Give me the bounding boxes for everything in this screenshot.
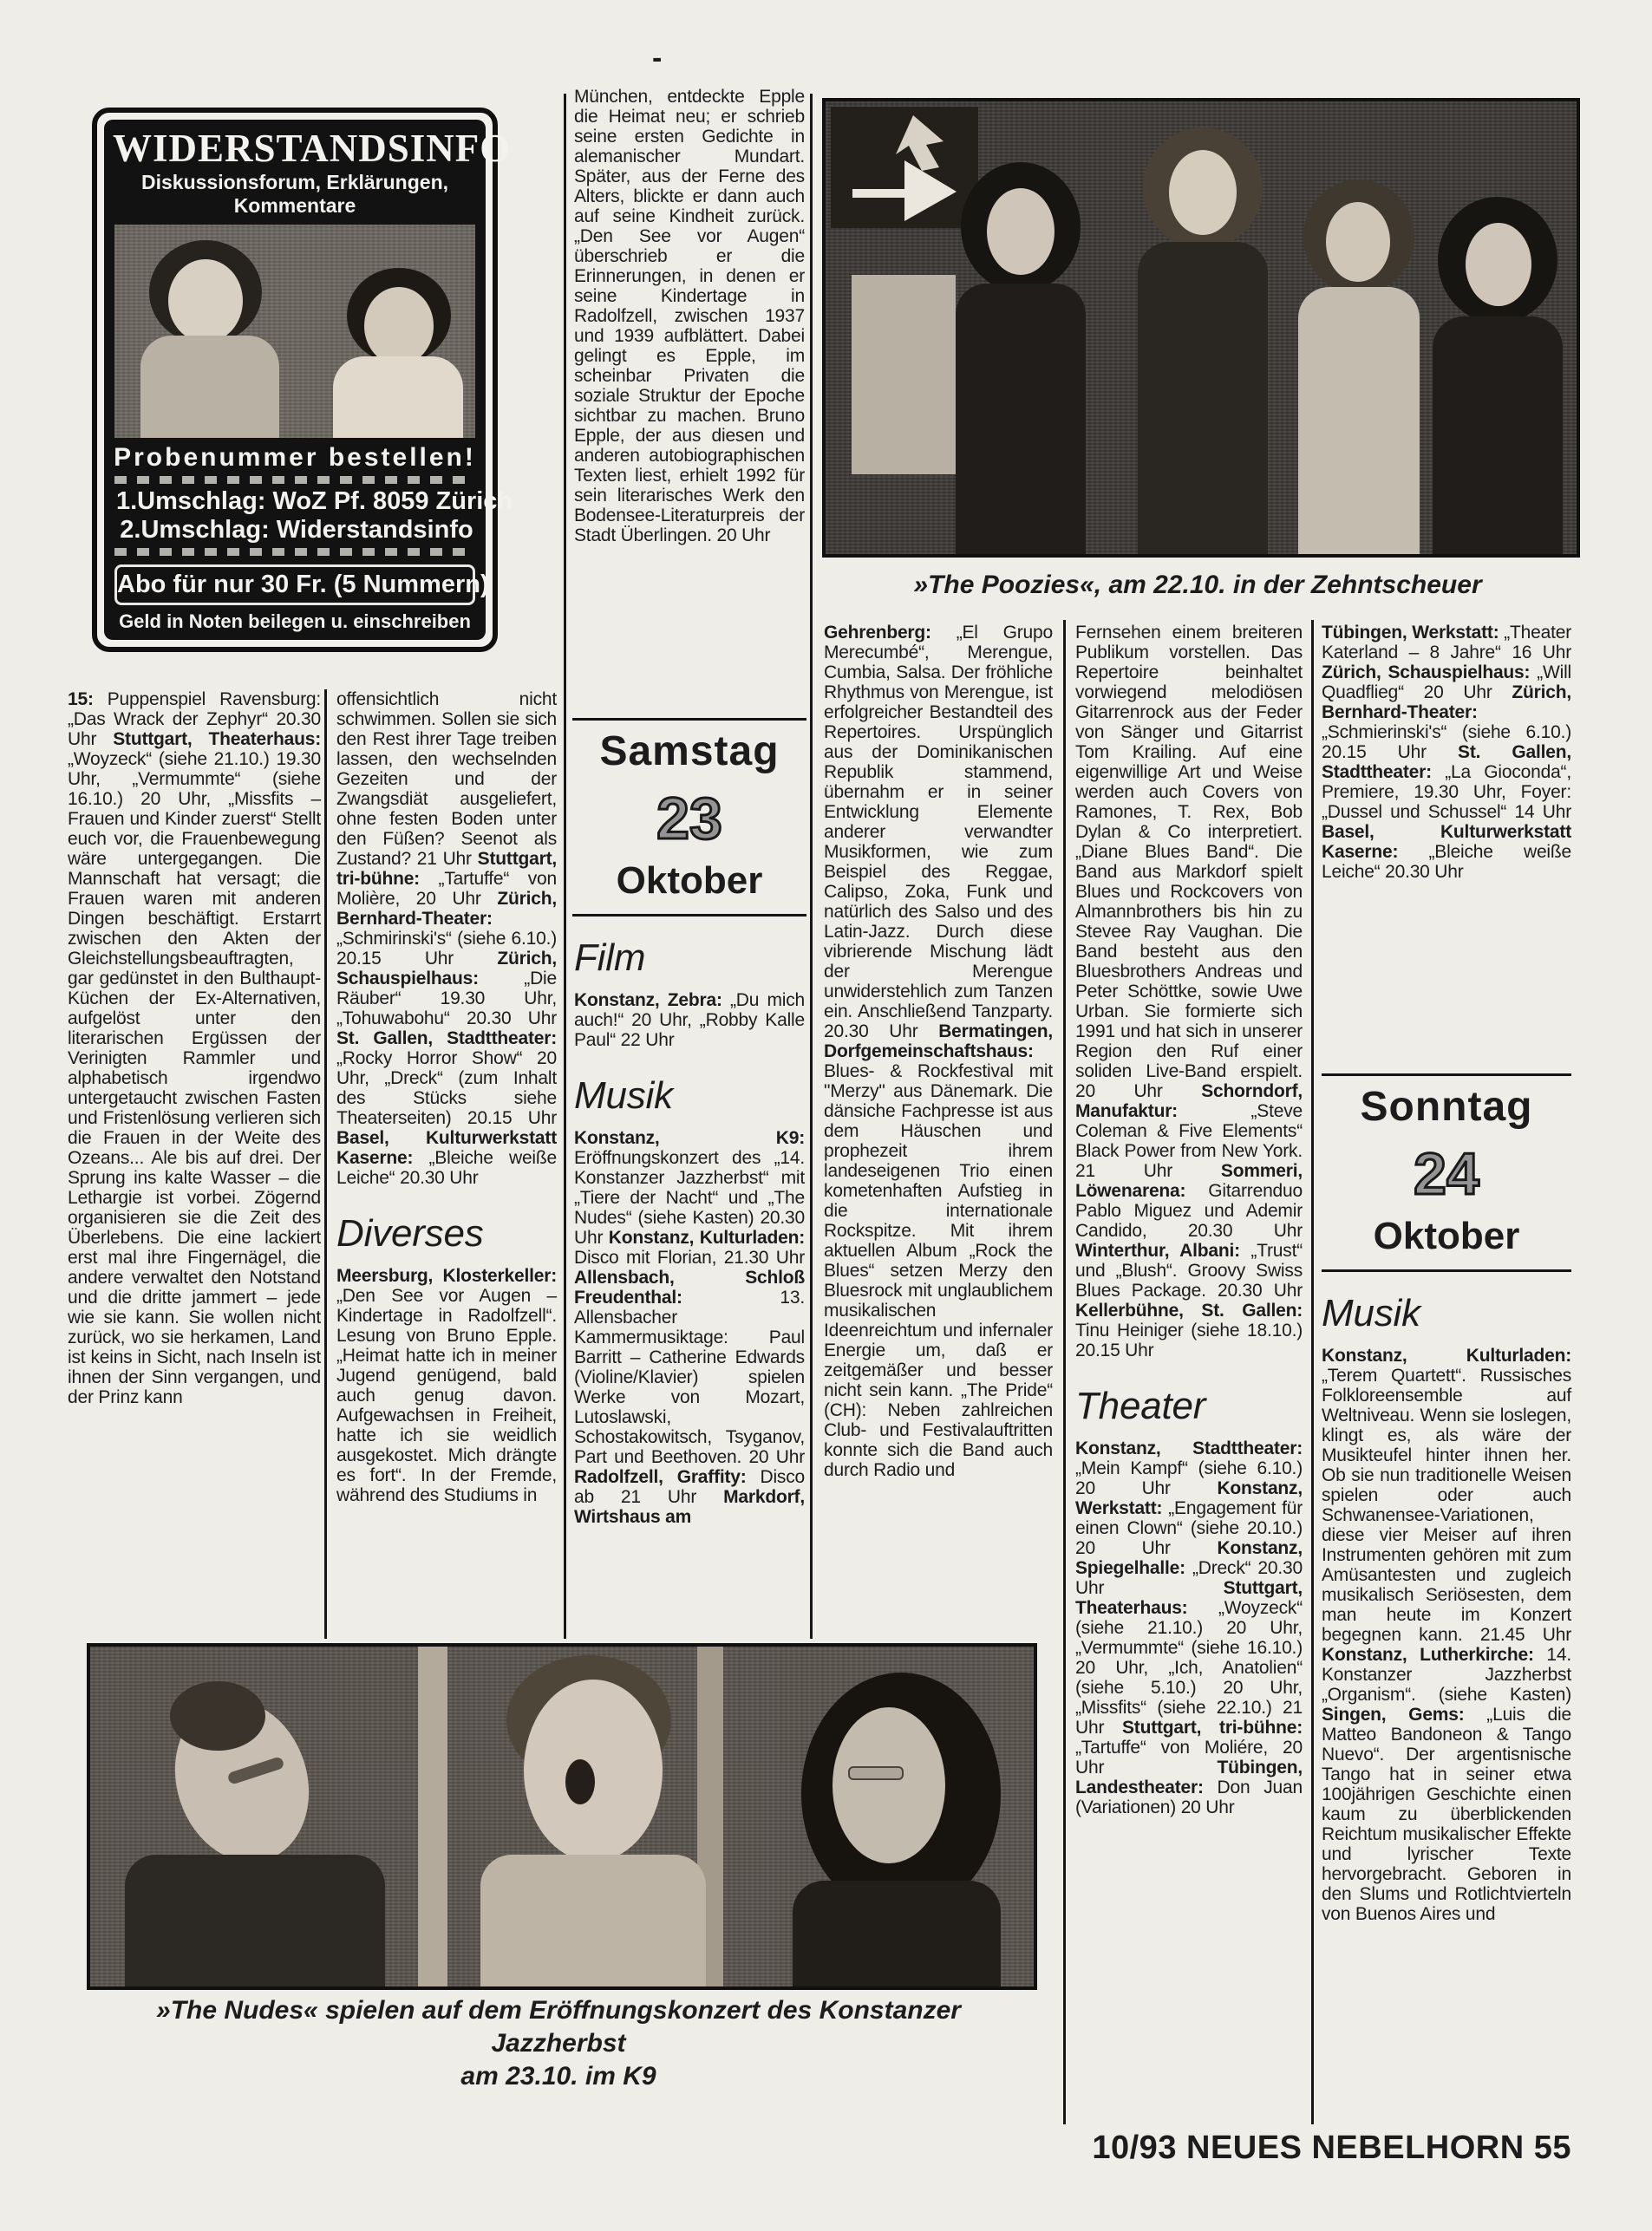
listing-text: „Du mich auch!“ 20 Uhr, „Robby Kalle Paul“ 22 Uhr [574,990,805,1051]
column-6-top [1322,623,1571,1065]
section-header: Diverses [336,1212,484,1255]
listing-text: „Woyzeck“ (siehe 21.10.) 20 Uhr, „Vermummte“ (siehe 16.10.) 20 Uhr, „Ich, Anatolien“ (siehe 5.10.) 20 Uhr, „Missfits“ (siehe 22.10.) 21 Uhr [1075,1598,1303,1738]
venue-label: Konstanz, Zebra: [574,990,722,1011]
nudes-caption-line1: »The Nudes« spielen auf dem Eröffnungskonzert des Konstanzer Jazzherbst [156,1996,961,2058]
venue-label: Zürich, Schauspielhaus: [336,949,557,988]
venue-label: Konstanz, Kulturladen: [1322,1346,1571,1367]
light-bar [418,1647,447,1986]
listing-text: Tinu Heiniger (siehe 18.10.) 20.15 Uhr [1075,1321,1303,1360]
figure-silhouette [333,356,463,437]
venue-label: Konstanz, Stadttheater: [1075,1438,1303,1459]
body-silhouette [1298,287,1420,558]
poozies-photo [822,98,1580,558]
listing-text: „Die Räuber“ 19.30 Uhr, „Tohuwabohu“ 20.30 Uhr [336,969,557,1028]
listing-text: „Bleiche weiße Leiche“ 20.30 Uhr [1322,842,1571,882]
column-1 [68,689,321,1643]
venue-label: Konstanz, Lutherkirche: [1322,1645,1534,1666]
venue-label: Zürich, Bernhard-Theater: [1322,682,1571,722]
body-silhouette [1138,242,1268,558]
listing-text: 13. Allensbacher Kammermusiktage: Paul Barritt – Catherine Edwards (Violine/Klavier) spielen Werke von Mozart, Lutoslawski, Schostakowitsch, Tsyganov, Part und Beethoven. 20 Uhr [574,1288,805,1468]
venue-label: Markdorf, Wirtshaus am [574,1487,805,1528]
ad-children-photo [114,225,475,437]
page-footer: 10/93 NEUES NEBELHORN 55 [1092,2130,1571,2166]
ad-title: WIDERSTANDSINFO [113,127,512,170]
section-header: Film [574,936,646,979]
body-silhouette [956,284,1086,558]
venue-label: St. Gallen, Stadttheater: [1322,742,1571,782]
section-header: Theater [1075,1385,1206,1427]
band-member-silhouette [956,162,1086,558]
venue-label: Singen, Gems: [1322,1705,1465,1725]
listing-text: „Woyzeck“ (siehe 21.10.) 19.30 Uhr, „Vermummte“ (siehe 16.10.) 20 Uhr, „Missfits – Frauen und Kinder zuerst“ Stellt euch vor, die Frauenbewegung wäre untergegangen. Die Mannschaft hat versagt; die Frauen waren mit anderen Dingen beschäftigt. Erstarrt zwischen den Akten der Gleichstellungsbeauftragten, gar gedünstet in den Bulthaupt-Küchen der Ex-Alternativen, aufgelöst unter den literarischen Ergüssen der Verinigten Rammler und alphabetisch irgendwo untergetaucht zwischen Fasten und Fristenlösung verlieren sich die Frauen in der Weite des Ozeans... Ale bis auf drei. Der Sprung ins kalte Wasser – die Lethargie ist vorbei. Zögernd organisieren sie die Zeit des Überlebens. Die eine lackiert erst mal ihre Fingernägel, die andere verwaltet den Notstand und die dritte jammert – jede wie sie kann. Sie wollen nicht zurück, wo sie herkamen, Land ist keins in Sicht, nach Inseln ist ihnen der Sinn vergangen, und der Prinz kann [68,749,321,1407]
venue-label: Winterthur, Albani: [1075,1241,1240,1261]
body-silhouette [793,1881,1001,1986]
singer-silhouette [463,1655,723,1986]
listing-text: „Luis die Matteo Bandoneon & Tango Nuevo“. Der argentisnische Tango hat in seiner etwa 100jährigen Geschichte einen kaum zu überblickenden Reichtum musikalischer Effekte und lyrischer Texte hervorgebracht. Geboren in den Slums und Rotlichtvierteln von Buenos Aires und [1322,1705,1571,1925]
figure-silhouette [364,287,434,365]
wall-poster [852,275,956,474]
venue-label: Konstanz, K9: [574,1128,805,1149]
venue-label: Basel, Kulturwerkstatt Kaserne: [1322,822,1571,862]
nudes-caption-line2: am 23.10. im K9 [460,2062,656,2091]
listing-text: „Steve Coleman & Five Elements“ Black Power from New York. 21 Uhr [1075,1101,1303,1181]
day-number: 23 [656,785,722,851]
band-member-silhouette [1298,179,1420,558]
listing-text: Disco mit Florian, 21.30 Uhr [574,1248,805,1269]
venue-label: Tübingen, Werkstatt: [1322,623,1499,643]
face-silhouette [987,188,1055,275]
face-silhouette [1466,223,1531,306]
venue-label: Stuttgart, Theaterhaus: [113,729,321,749]
venue-label: Gehrenberg: [824,623,931,643]
listing-text: Gitarrenduo Pablo Miguez und Ademir Candido, 20.30 Uhr [1075,1181,1303,1241]
band-member-silhouette [1138,127,1268,558]
venue-label: Sommeri, Löwenarena: [1075,1161,1303,1201]
listing-text: „Schmirinski's“ (siehe 6.10.) 20.15 Uhr [336,929,557,969]
venue-label: 15: [68,689,94,709]
day-number: 24 [1414,1140,1479,1207]
ad-note-line: Geld in Noten beilegen u. einschreiben [119,610,471,632]
hair-silhouette [170,1681,265,1751]
venue-label: Basel, Kulturwerkstatt Kaserne: [336,1128,557,1168]
ad-inner [104,120,513,640]
venue-label: Zürich, Schauspielhaus: [1322,662,1531,682]
body-silhouette [480,1855,706,1986]
listing-text: „Trust“ und „Blush“. Groovy Swiss Blues Package. 20.30 Uhr [1075,1241,1303,1301]
venue-label: St. Gallen, Stadttheater: [336,1028,557,1048]
column-2 [336,689,557,1643]
column-rule [324,689,327,1639]
venue-label: Bermatingen, Dorfgemeinschaftshaus: [824,1021,1053,1061]
listing-text: offensichtlich nicht schwimmen. Sollen sie sich den Rest ihrer Tage treiben lassen, den wechselnden Gezeiten und der Zwangsdiät ausgeliefert, ohne festen Boden unter den Füßen? Seenot als Zustand? 21 Uhr [336,689,557,869]
listing-text: „Dreck“ 20.30 Uhr [1075,1558,1303,1599]
ad-address-line1: 1.Umschlag: WoZ Pf. 8059 Zürich [116,486,513,515]
ad-stripe [114,548,475,556]
listing-text: Don Juan (Variationen) 20 Uhr [1075,1778,1303,1818]
listing-text: 14. Konstanzer Jazzherbst „Organism“. (siehe Kasten) [1322,1645,1571,1706]
day-month: Oktober [616,858,763,902]
column-rule [1311,620,1314,2124]
listing-text: „Schmierinski's“ (siehe 6.10.) 20.15 Uhr [1322,722,1571,762]
day-name: Sonntag [1360,1084,1533,1130]
venue-label: Konstanz, Kulturladen: [608,1228,806,1249]
body-silhouette [125,1855,385,1986]
venue-label: Zürich, Bernhard-Theater: [336,889,557,929]
venue-label: Meersburg, Klosterkeller: [336,1266,557,1287]
venue-label: Schorndorf, Manufaktur: [1075,1081,1303,1121]
listing-text: München, entdeckte Epple die Heimat neu; er schrieb seine ersten Gedichte in alemanischer Mundart. Später, aus der Ferne des Alters, blickte er dann auch auf seine Kindheit zurück. „Den See vor Augen“ überschrieb er die Erinnerungen, in denen er seine Kindertage in Radolfzell, zwischen 1937 und 1939 aufblättert. Dabei gelingt es Epple, im scheinbar Privaten die soziale Struktur der Epoche sichtbar zu machen. Bruno Epple, der aus diesen und anderen autobiographischen Texten liest, erhielt 1992 für sein literarisches Werk den Bodensee-Literaturpreis der Stadt Überlingen. 20 Uhr [574,87,805,545]
figure-silhouette [168,259,243,342]
listing-text: „Tartuffe“ von Moliére, 20 Uhr [1075,1738,1303,1778]
ad-order-line: Probenummer bestellen! [114,442,476,472]
venue-label: Konstanz, Werkstatt: [1075,1478,1303,1519]
listing-text: Puppenspiel Ravensburg: „Das Wrack der Zephyr“ 20.30 Uhr [68,689,321,749]
figure-silhouette [140,336,279,437]
band-member-silhouette [1433,197,1563,558]
column-5 [1075,623,1303,2131]
day-name: Samstag [599,728,780,774]
day-month: Oktober [1373,1214,1520,1257]
poozies-caption: »The Poozies«, am 22.10. in der Zehntscheuer [913,571,1482,599]
venue-label: Tübingen, Landestheater: [1075,1758,1303,1798]
column-3-bottom [574,912,805,1641]
listing-text: „Terem Quartett“. Russisches Folkloreensemble auf Weltniveau. Wenn sie loslegen, klingt es, als wäre der Musikteufel hinter ihnen her. Ob sie nun traditionelle Weisen spielen oder auch Schwanensee-Variationen, diese vier Meiser auf ihren Instrumenten gehören mit zum Amüsantesten und zugleich musikalisch Seriösesten, dem man heute im Konzert begegnen kann. 21.45 Uhr [1322,1366,1571,1646]
musician-silhouette [125,1681,385,1986]
listing-text: „Tartuffe“ von Molière, 20 Uhr [336,869,557,909]
listing-text: „Mein Kampf“ (siehe 6.10.) 20 Uhr [1075,1458,1303,1499]
musician-silhouette [775,1673,1018,1986]
listing-text: „Den See vor Augen – Kindertage in Radolfzell“. Lesung von Bruno Epple. „Heimat hatte ich in meiner Jugend genügend, bald auch genug davon. Aufgewachsen in Freiheit, hatte ich sie weidlich ausgekostet. Mich drängte es fort“. In der Fremde, während des Studiums in [336,1286,557,1506]
listing-text: Blues- & Rockfestival mit "Merzy" aus Dänemark. Die dänsiche Fachpresse ist aus dem Häuschen und prophezeit ihrem landeseigenen Trio einen kometenhaften Aufstieg in die internationale Rockspitze. Mit ihrem aktuellen Album „Rock the Blues“ setzen Merzy den Bluesrock mit unglaublichem musikalischen Ideenreichtum und infernaler Energie um, daß er zeitgemäßer und besser nicht sein kann. „The Pride“ (CH): Neben zahlreichen Club- und Festivalauftritten konnte sich die Band auch durch Radio und [824,1061,1053,1480]
day-header-sunday [1322,1073,1571,1272]
column-rule [564,94,566,1639]
ad-abo-line: Abo für nur 30 Fr. (5 Nummern) [114,564,475,605]
venue-label: Stuttgart, Theaterhaus: [1075,1578,1303,1619]
listing-text: Disco ab 21 Uhr [574,1467,805,1508]
listing-text: Fernsehen einem breiteren Publikum vorstellen. Das Repertoire beinhaltet vorwiegend melodiösen Gitarrenrock aus der Feder von Sänger und Gitarrist Tom Krailing. Auf eine eigenwillige Art und Weise werden auch Covers von Ramones, T. Rex, Bob Dylan & Co interpretiert. „Diane Blues Band“. Die Band aus Markdorf spielt Blues und Rockcovers von Almannbrothers bis hin zu Stevee Ray Vaughan. Die Band besteht aus den Bluesbrothers Andreas und Peter Schöttke, sowie Uwe Urban. Sie formierte sich 1991 und hat sich in unserer Region den Ruf einer soliden Live-Band erspielt. 20 Uhr [1075,623,1303,1101]
ad-stripe [114,476,475,484]
section-header: Musik [574,1074,673,1118]
ad-address-line2: 2.Umschlag: Widerstandsinfo [120,515,473,544]
column-3-top [574,87,805,668]
column-rule [810,94,813,1639]
listing-text: „La Gioconda“, Premiere, 19.30 Uhr, Foyer: „Dussel und Schussel“ 14 Uhr [1322,762,1571,822]
page-mark: - [652,42,663,75]
nudes-photo [87,1643,1037,1990]
listing-text: „Will Quadflieg“ 20 Uhr [1322,662,1572,702]
face-silhouette [1326,202,1390,282]
listing-text: „El Grupo Merecumbé“, Merengue, Cumbia, Salsa. Der fröhliche Rhythmus von Merengue, ist erfolgreicher Bestandteil des Repertoires. Urspünglich aus der Dominikanischen Republik stammend, übernahm er in seiner Entwicklung Elemente anderer verwandter Musikformen, wie zum Beispiel des Reggae, Calipso, Zoka, Funk und natürlich des Salso und des Latin-Jazz. Durch diese vibrierende Mischung lädt der Merengue unwiderstehlich zum Tanzen ein. Anschließend Tanzparty. 20.30 Uhr [824,623,1053,1041]
face-silhouette [1169,150,1237,235]
column-rule [1063,620,1066,2124]
venue-label: Kellerbühne, St. Gallen: [1075,1301,1303,1321]
venue-label: Konstanz, Spiegelhalle: [1075,1538,1303,1579]
open-mouth [565,1759,595,1804]
venue-label: Stuttgart, tri-bühne: [1121,1718,1303,1738]
listing-text: Eröffnungskonzert des „14. Konstanzer Jazzherbst“ mit „Tiere der Nacht“ und „The Nudes“ (siehe Kasten) 20.30 Uhr [574,1148,805,1249]
face-silhouette [833,1707,945,1863]
body-silhouette [1433,316,1563,558]
venue-label: Allensbach, Schloß Freudenthal: [574,1268,805,1308]
widerstandsinfo-ad [92,108,513,652]
venue-label: Stuttgart, tri-bühne: [336,849,557,889]
glasses-icon [848,1766,904,1780]
ad-subtitle: Diskussionsforum, Erklärungen, Kommentare [140,171,449,218]
listing-text: „Bleiche weiße Leiche“ 20.30 Uhr [336,1148,557,1188]
listing-text: „Rocky Horror Show“ 20 Uhr, „Dreck“ (zum Inhalt des Stücks siehe Theaterseiten) 20.15 Uhr [336,1048,557,1128]
nudes-caption [87,1994,1030,2093]
column-6-bottom [1322,1268,1571,2100]
venue-label: Radolfzell, Graffity: [574,1467,747,1488]
day-header-saturday [572,718,806,917]
listing-text: „Theater Katerland – 8 Jahre“ 16 Uhr [1322,623,1572,662]
listing-text: „Engagement für einen Clown“ (siehe 20.10.) 20 Uhr [1075,1498,1303,1559]
section-header: Musik [1322,1292,1420,1334]
